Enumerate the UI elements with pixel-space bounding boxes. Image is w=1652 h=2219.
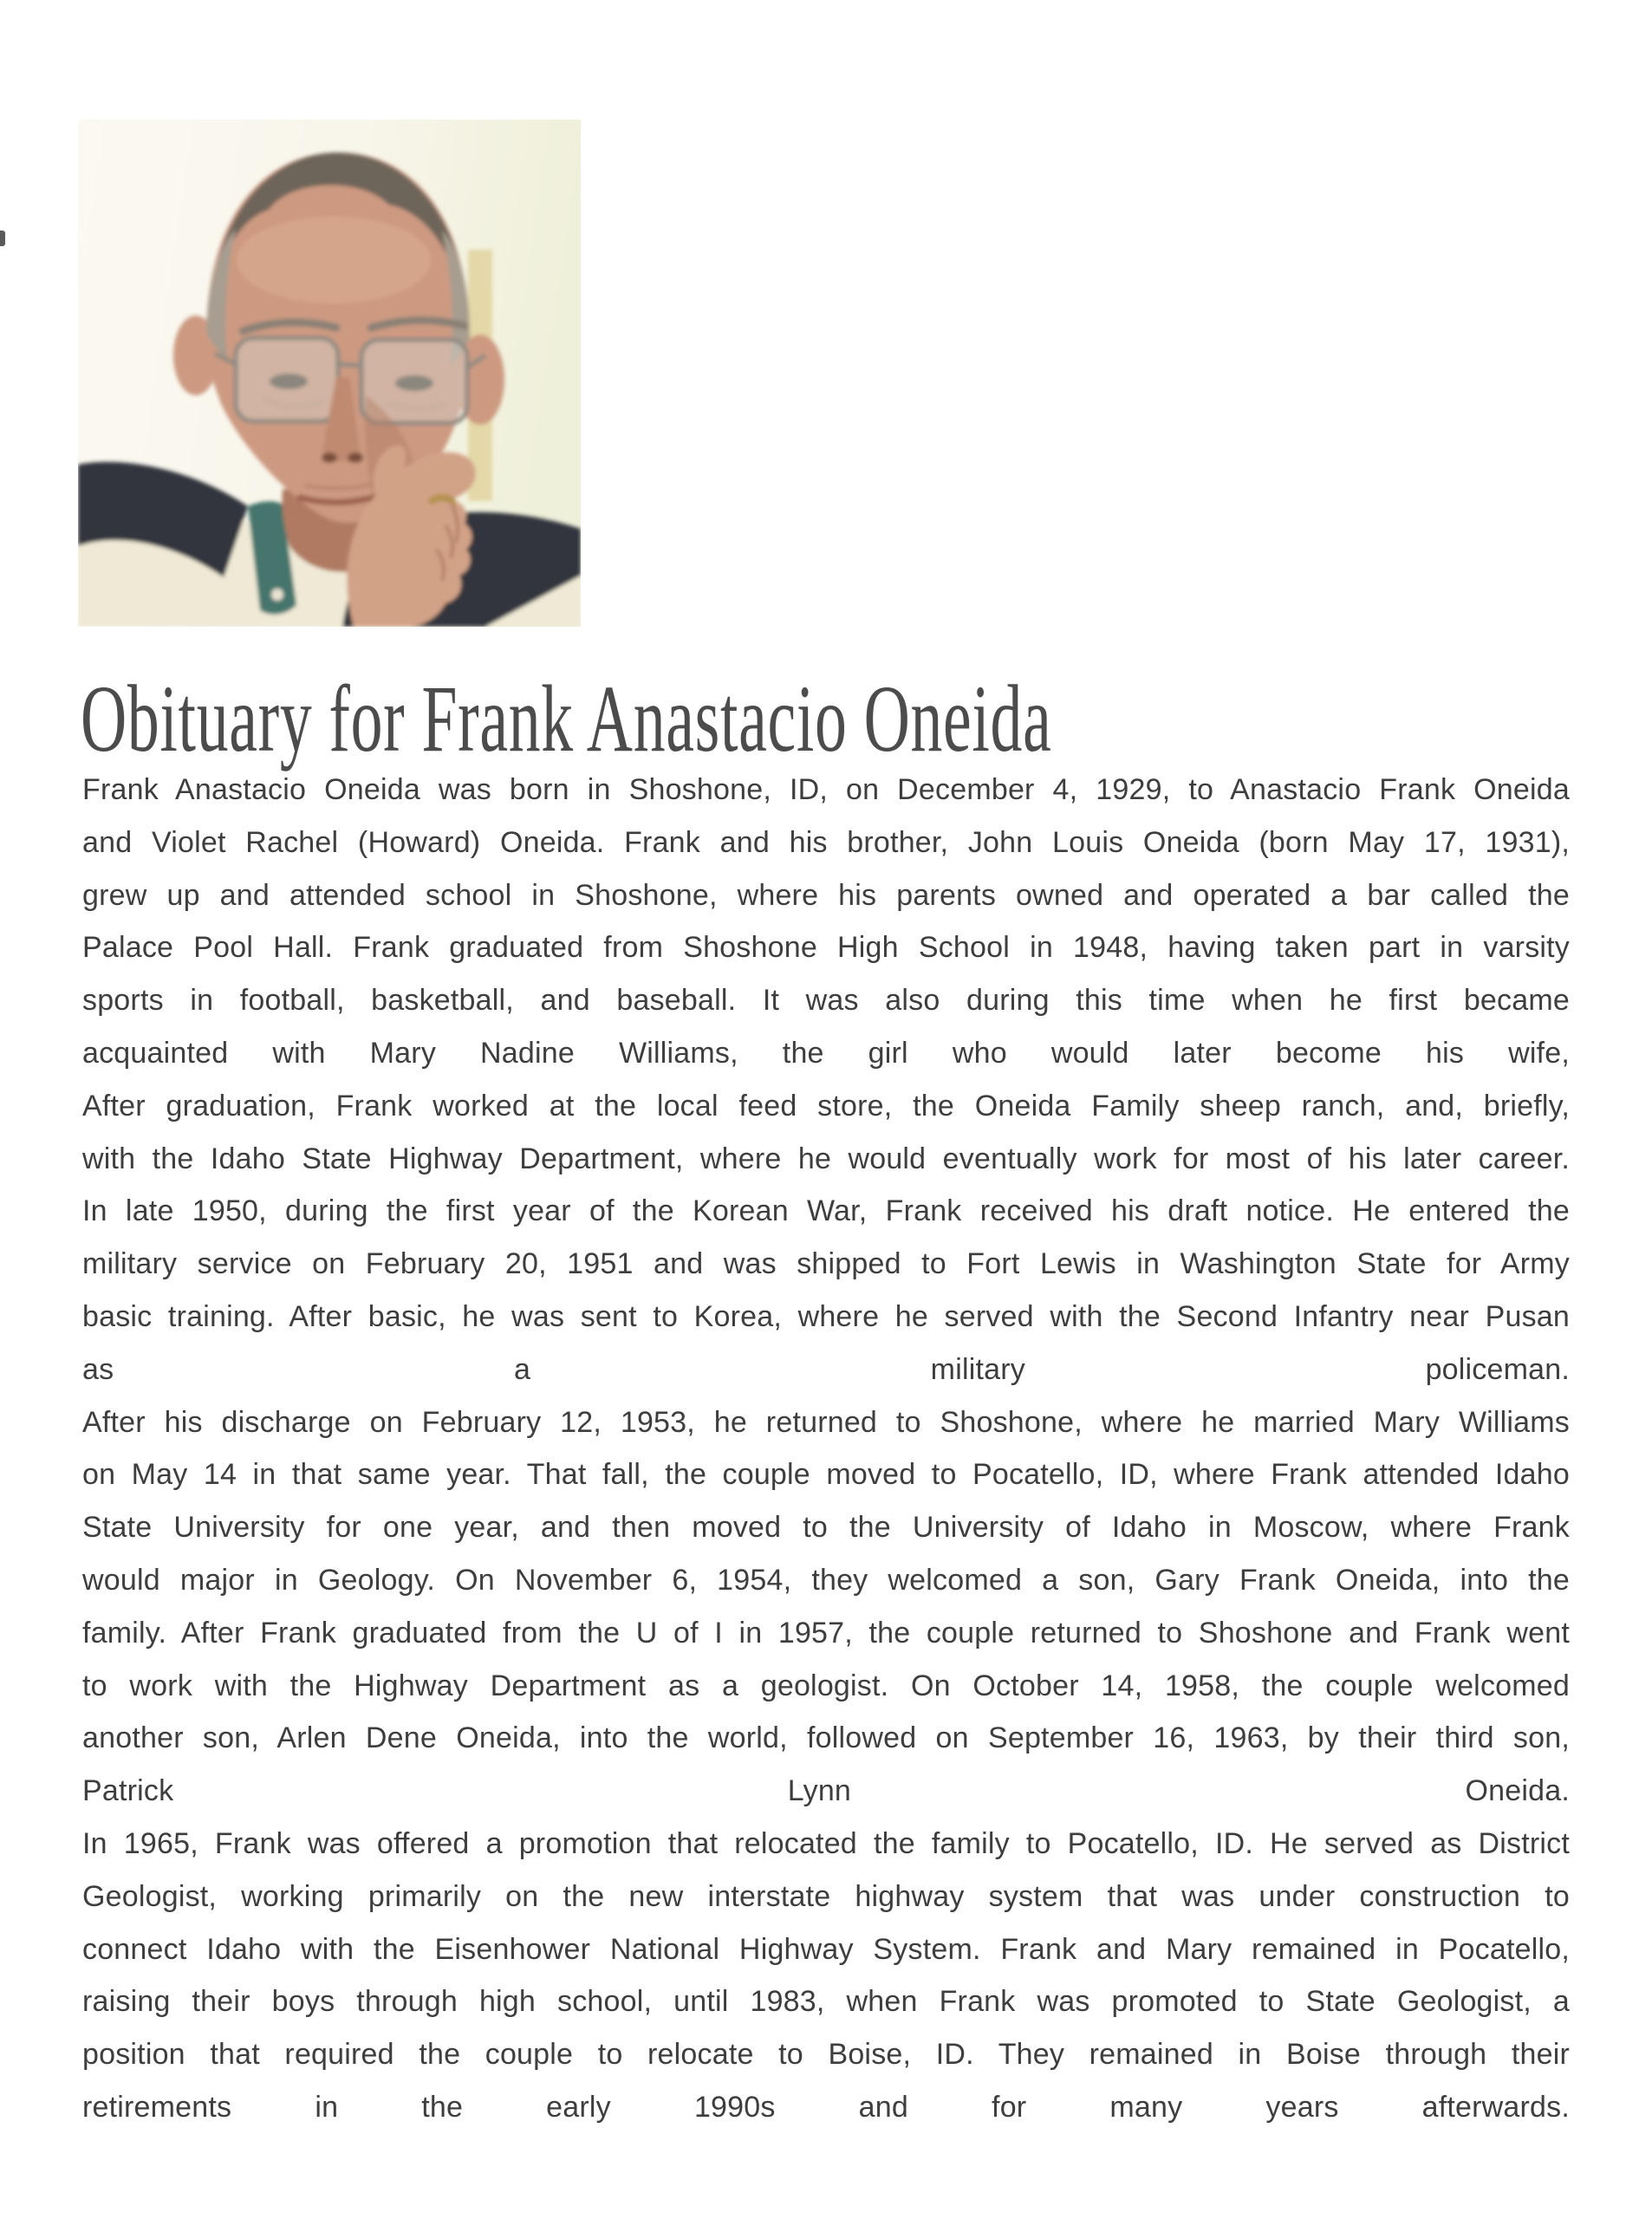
portrait-photo — [78, 120, 581, 627]
obituary-line: In late 1950, during the first year of the Korean War, Frank received his draft notice. He entered the — [82, 1194, 1570, 1228]
shirt-button — [271, 589, 283, 601]
forehead-highlight — [237, 217, 431, 303]
portrait-photo-illustration — [78, 120, 581, 627]
obituary-line: family. After Frank graduated from the U of I in 1957, the couple returned to Shoshone and Frank went — [82, 1616, 1570, 1650]
obituary-line: retirements in the early 1990s and for many years afterwards. — [82, 2090, 1570, 2124]
obituary-body — [82, 764, 1570, 2134]
obituary-line: as a military policeman. — [82, 1352, 1570, 1386]
obituary-line: raising their boys through high school, until 1983, when Frank was promoted to State Geologist, a — [82, 1985, 1570, 2019]
obituary-line: to work with the Highway Department as a geologist. On October 14, 1958, the couple welcomed — [82, 1669, 1570, 1702]
obituary-line: acquainted with Mary Nadine Williams, the girl who would later become his wife, — [82, 1036, 1570, 1070]
nostril-left — [322, 452, 337, 463]
obituary-line: on May 14 in that same year. That fall, the couple moved to Pocatello, ID, where Frank attended Idaho — [82, 1458, 1570, 1492]
obituary-line: connect Idaho with the Eisenhower National Highway System. Frank and Mary remained in Pocatello, — [82, 1932, 1570, 1966]
obituary-line: basic training. After basic, he was sent to Korea, where he served with the Second Infantry near Pusan — [82, 1299, 1570, 1333]
obituary-line: Palace Pool Hall. Frank graduated from Shoshone High School in 1948, having taken part in varsity — [82, 931, 1570, 965]
nostril-right — [348, 452, 363, 463]
obituary-line: Frank Anastacio Oneida was born in Shoshone, ID, on December 4, 1929, to Anastacio Frank Oneida — [82, 773, 1570, 806]
obituary-line: In 1965, Frank was offered a promotion that relocated the family to Pocatello, ID. He served as District — [82, 1826, 1570, 1860]
obituary-line: military service on February 20, 1951 and was shipped to Fort Lewis in Washington State for Army — [82, 1247, 1570, 1281]
obituary-line: Patrick Lynn Oneida. — [82, 1774, 1570, 1808]
obituary-line: Geologist, working primarily on the new interstate highway system that was under construction to — [82, 1879, 1570, 1913]
obituary-line: After graduation, Frank worked at the local feed store, the Oneida Family sheep ranch, and, briefly, — [82, 1089, 1570, 1123]
obituary-line: with the Idaho State Highway Department, where he would eventually work for most of his later career. — [82, 1142, 1570, 1175]
glasses-left-lens — [236, 338, 338, 421]
obituary-line: sports in football, basketball, and baseball. It was also during this time when he first became — [82, 984, 1570, 1018]
glasses-bridge — [338, 364, 361, 366]
obituary-line: State University for one year, and then moved to the University of Idaho in Moscow, where Frank — [82, 1511, 1570, 1545]
obituary-line: another son, Arlen Dene Oneida, into the world, followed on September 16, 1963, by their third son, — [82, 1721, 1570, 1755]
obituary-line: and Violet Rachel (Howard) Oneida. Frank and his brother, John Louis Oneida (born May 17, 1931), — [82, 825, 1570, 859]
scan-artifact — [0, 231, 5, 246]
obituary-line: would major in Geology. On November 6, 1954, they welcomed a son, Gary Frank Oneida, into the — [82, 1563, 1570, 1597]
page-title: Obituary for Frank Anastacio Oneida — [81, 666, 1052, 771]
obituary-line: position that required the couple to relocate to Boise, ID. They remained in Boise through their — [82, 2038, 1570, 2072]
obituary-line: After his discharge on February 12, 1953, he returned to Shoshone, where he married Mary Williams — [82, 1405, 1570, 1439]
ring — [432, 498, 452, 501]
obituary-line: grew up and attended school in Shoshone, where his parents owned and operated a bar called the — [82, 878, 1570, 912]
